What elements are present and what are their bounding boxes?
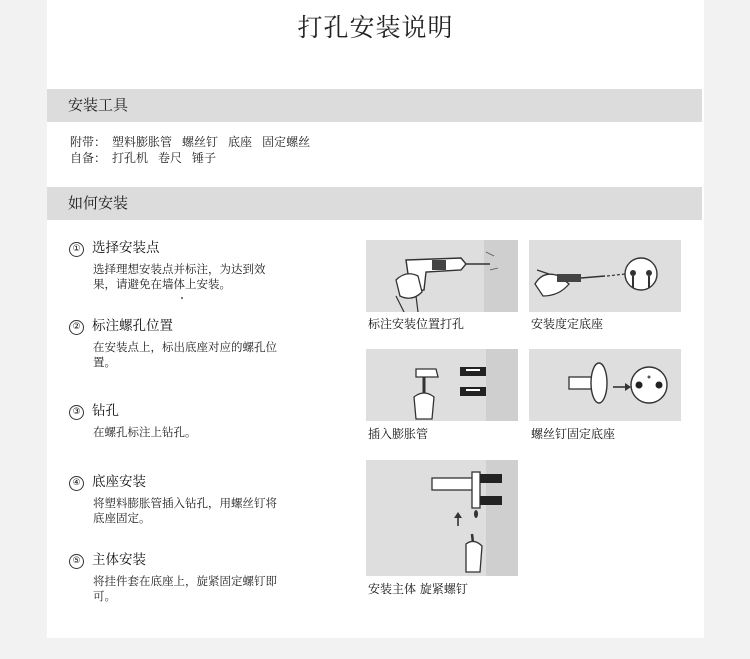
included-tools-row [70,134,320,150]
step-number: ⑤ [69,554,84,569]
step-3 [69,399,369,440]
instruction-sheet [47,0,704,638]
step-5 [69,548,369,604]
figure-caption: 螺丝钉固定底座 [531,427,616,441]
section-heading: 安装工具 [68,96,129,114]
included-label: 附带： [70,135,107,149]
figure-caption: 插入膨胀管 [368,427,429,441]
tool-item: 底座 [228,135,253,149]
tighten-screw-icon [366,460,518,576]
step-description: 在安装点上，标出底座对应的螺孔位置。 [93,340,277,369]
step-4 [69,470,369,526]
step-description: 将挂件套在底座上，旋紧固定螺钉即可。 [93,574,277,603]
section-heading: 如何安装 [68,194,129,212]
tool-item: 锤子 [192,151,217,165]
figure-caption: 安装度定底座 [531,317,604,331]
step-number: ③ [69,405,84,420]
step-1 [69,236,369,292]
figure-caption: 标注安装位置打孔 [368,317,465,331]
tool-item: 固定螺丝 [262,135,311,149]
self-label: 自备： [70,151,107,165]
section-header-howto [47,187,702,220]
figure-caption: 安装主体 旋紧螺钉 [368,582,468,596]
step-description: 在螺孔标注上钻孔。 [93,425,197,439]
step-title: 底座安装 [92,474,146,490]
figure-drill [366,240,518,312]
step-2 [69,314,369,370]
screwdriver-base-icon [529,240,681,312]
figure-screw-base [529,349,681,421]
page-title: 打孔安装说明 [297,13,454,42]
drill-icon [366,240,518,312]
decorative-dot [181,297,183,299]
figure-main-body [366,460,518,576]
tool-item: 塑料膨胀管 [112,135,173,149]
step-description: 选择理想安装点并标注，为达到效果，请避免在墙体上安装。 [93,262,266,291]
step-description: 将塑料膨胀管插入钻孔，用螺丝钉将底座固定。 [93,496,277,525]
step-title: 主体安装 [92,552,146,568]
figure-base-install [529,240,681,312]
tool-item: 螺丝钉 [182,135,219,149]
tools-list [70,134,320,166]
step-number: ① [69,242,84,257]
step-title: 选择安装点 [92,240,160,256]
section-header-tools [47,89,702,122]
figure-anchor-insert [366,349,518,421]
hammer-anchor-icon [366,349,518,421]
step-number: ② [69,320,84,335]
step-title: 钻孔 [92,403,119,419]
self-tools-row [70,150,320,166]
tool-item: 打孔机 [112,151,149,165]
step-number: ④ [69,476,84,491]
base-mount-icon [529,349,681,421]
step-title: 标注螺孔位置 [92,318,173,334]
tool-item: 卷尺 [158,151,183,165]
